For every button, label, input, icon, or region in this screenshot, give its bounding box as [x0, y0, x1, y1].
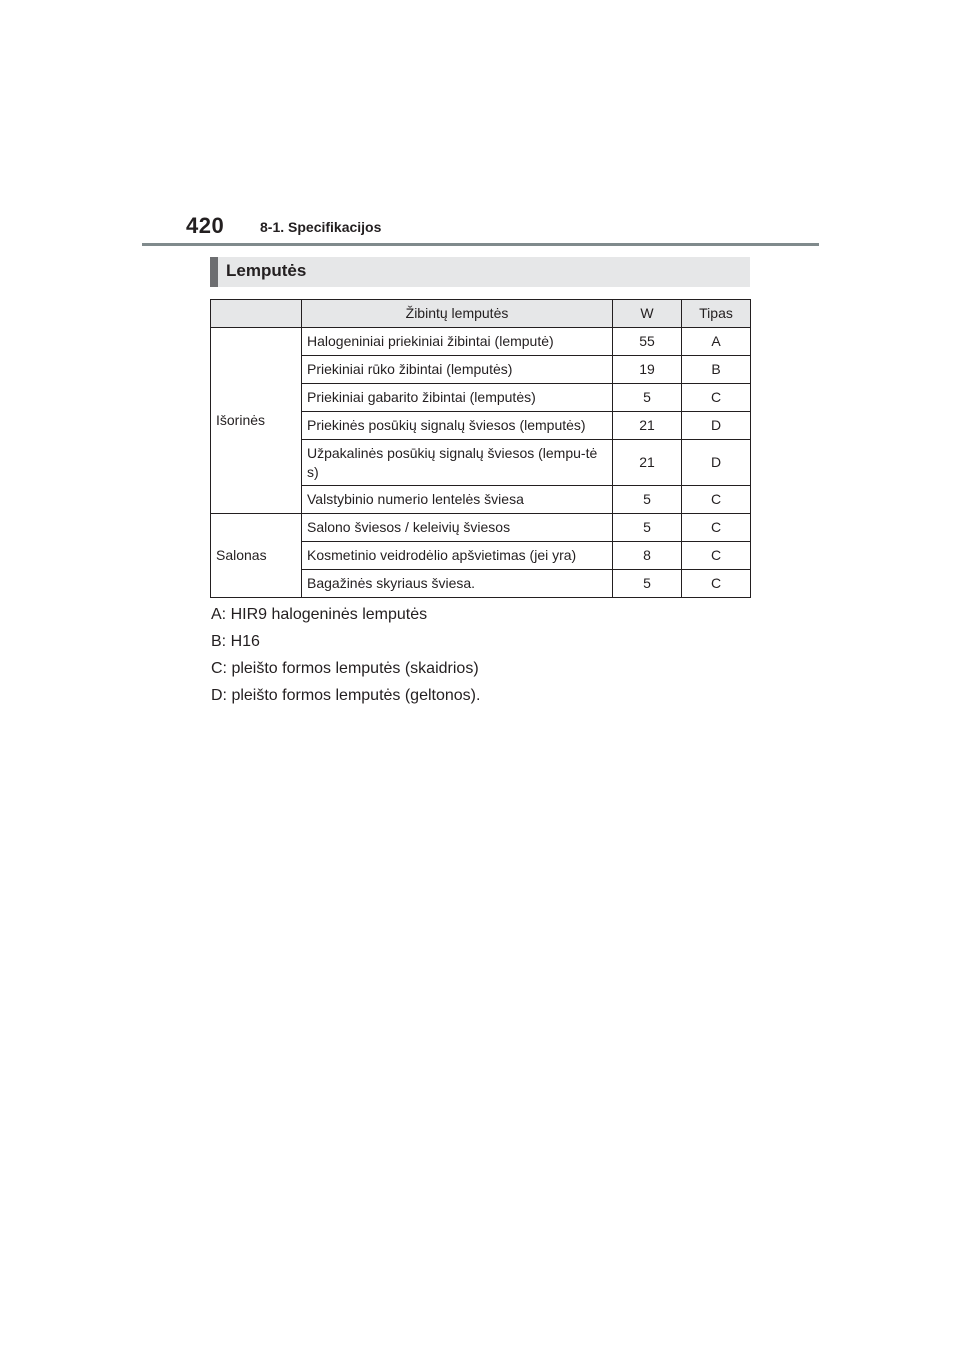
table-header-group: [211, 300, 302, 328]
bulb-watts: 5: [613, 384, 682, 412]
box-title-label: Lemputės: [226, 261, 307, 280]
footnote-item: B: H16: [211, 633, 260, 650]
bulb-watts: 55: [613, 328, 682, 356]
group-label-exterior: Išorinės: [211, 328, 302, 514]
bulb-description: Bagažinės skyriaus šviesa.: [302, 570, 613, 598]
bulb-description: Priekiniai gabarito žibintai (lemputės): [302, 384, 613, 412]
table-row: [211, 514, 751, 542]
bulb-description: Halogeniniai priekiniai žibintai (lemputė): [302, 328, 613, 356]
bulb-description: Salono šviesos / keleivių šviesos: [302, 514, 613, 542]
bulb-description: Priekinės posūkių signalų šviesos (lemputės): [302, 412, 613, 440]
bulb-description: Priekiniai rūko žibintai (lemputės): [302, 356, 613, 384]
bulb-type: D: [682, 440, 751, 486]
header-divider: [142, 243, 819, 246]
page-number: 420: [186, 213, 225, 238]
footnotes: [211, 601, 480, 709]
bulb-type: B: [682, 356, 751, 384]
bulb-table: [210, 299, 751, 598]
bulb-watts: 21: [613, 440, 682, 486]
footnote-item: D: pleišto formos lemputės (geltonos).: [211, 687, 481, 704]
bulb-watts: 8: [613, 542, 682, 570]
bulb-type: C: [682, 570, 751, 598]
bulb-type: C: [682, 384, 751, 412]
box-title: [210, 257, 750, 287]
table-header-watts: W: [613, 300, 682, 328]
bulb-type: C: [682, 486, 751, 514]
bulb-description: Kosmetinio veidrodėlio apšvietimas (jei yra): [302, 542, 613, 570]
bulb-watts: 5: [613, 514, 682, 542]
footnote-item: C: pleišto formos lemputės (skaidrios): [211, 660, 479, 677]
table-row: [211, 328, 751, 356]
table-header-type: Tipas: [682, 300, 751, 328]
bulb-watts: 5: [613, 486, 682, 514]
bulb-watts: 5: [613, 570, 682, 598]
page-header: [0, 0, 960, 250]
bulb-description: Užpakalinės posūkių signalų šviesos (lempu-tės): [302, 440, 613, 486]
section-title: 8-1. Specifikacijos: [260, 219, 382, 235]
bulb-type: A: [682, 328, 751, 356]
bulb-type: C: [682, 542, 751, 570]
table-header-row: [211, 300, 751, 328]
bulb-watts: 19: [613, 356, 682, 384]
table-header-bulbs: Žibintų lemputės: [302, 300, 613, 328]
bulb-watts: 21: [613, 412, 682, 440]
group-label-interior: Salonas: [211, 514, 302, 598]
footnote-item: A: HIR9 halogeninės lemputės: [211, 606, 428, 623]
bulb-type: D: [682, 412, 751, 440]
bulb-description: Valstybinio numerio lentelės šviesa: [302, 486, 613, 514]
bulb-type: C: [682, 514, 751, 542]
